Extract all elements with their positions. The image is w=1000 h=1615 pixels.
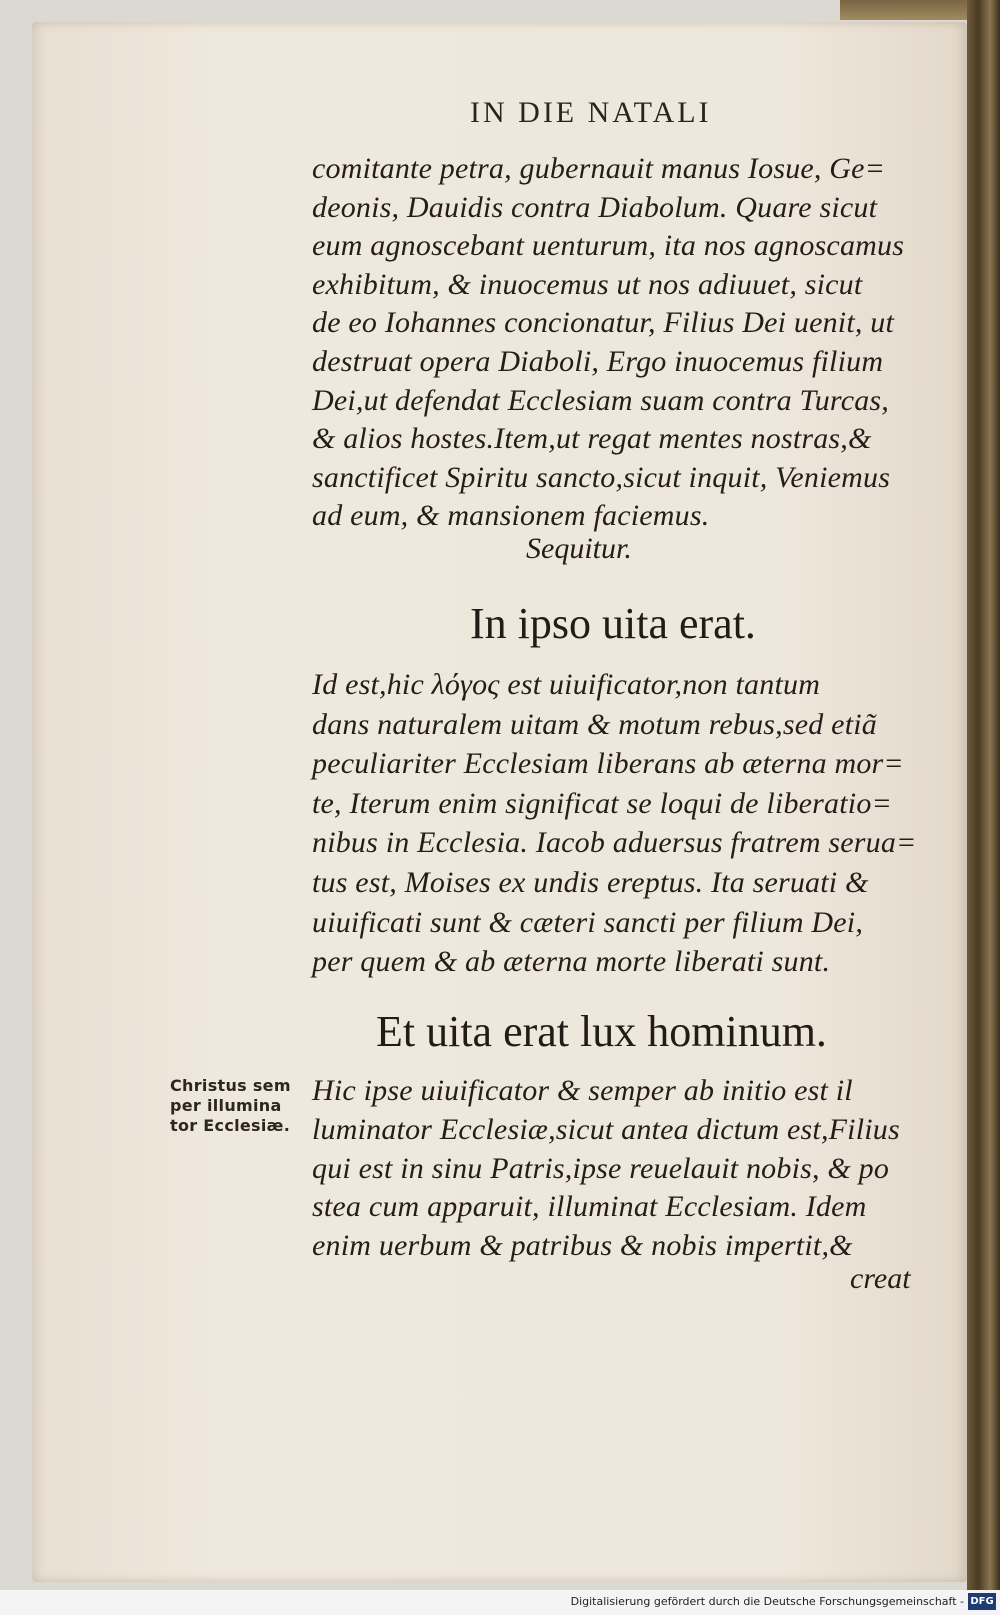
catchword: creat — [850, 1262, 911, 1295]
text-line: eum agnoscebant uenturum, ita nos agnoscamus — [312, 229, 905, 263]
text-block-2 — [312, 665, 932, 982]
section-heading-1: In ipso uita erat. — [470, 599, 756, 648]
book-binding-edge — [967, 0, 1000, 1590]
text-line: de eo Iohannes concionatur, Filius Dei uenit, ut — [312, 306, 895, 340]
text-block-3 — [312, 1072, 932, 1266]
dfg-logo: DFG — [968, 1593, 996, 1610]
section-heading-2: Et uita erat lux hominum. — [376, 1007, 827, 1056]
text-line: sanctificet Spiritu sancto,sicut inquit, Veniemus — [312, 460, 891, 494]
text-line: tus est, Moises ex undis ereptus. Ita seruati & — [312, 865, 869, 899]
text-line: nibus in Ecclesia. Iacob aduersus fratrem serua= — [312, 826, 917, 860]
text-line: stea cum apparuit, illuminat Ecclesiam. Idem — [312, 1190, 867, 1224]
footer-credit: Digitalisierung gefördert durch die Deutsche Forschungsgemeinschaft - — [570, 1595, 964, 1608]
sequitur-line: Sequitur. — [526, 532, 632, 565]
footer-bar — [0, 1590, 1000, 1615]
marginal-note-line: tor Ecclesiæ. — [170, 1116, 291, 1135]
text-line: dans naturalem uitam & motum rebus,sed etiã — [312, 707, 877, 741]
marginal-note-line: Christus sem — [170, 1076, 291, 1095]
text-line: Dei,ut defendat Ecclesiam suam contra Turcas, — [312, 383, 889, 417]
text-line: Id est,hic λόγος est uiuificator,non tantum — [312, 668, 821, 701]
text-line: deonis, Dauidis contra Diabolum. Quare sicut — [312, 190, 878, 224]
text-line: exhibitum, & inuocemus ut nos adiuuet, sicut — [312, 267, 863, 301]
text-line: peculiariter Ecclesiam liberans ab æterna mor= — [312, 747, 904, 781]
text-line: comitante petra, gubernauit manus Iosue, Ge= — [312, 152, 886, 185]
marginal-note — [170, 1076, 310, 1136]
text-line: qui est in sinu Patris,ipse reuelauit nobis, & po — [312, 1151, 890, 1185]
text-line: per quem & ab æterna morte liberati sunt. — [312, 945, 831, 979]
text-line: uiuificati sunt & cæteri sancti per filium Dei, — [312, 905, 864, 939]
marginal-note-line: per illumina — [170, 1096, 282, 1115]
text-line: Hic ipse uiuificator & semper ab initio est il — [312, 1074, 853, 1107]
text-block-1 — [312, 150, 932, 536]
text-line: ad eum, & mansionem faciemus. — [312, 499, 710, 533]
text-line: luminator Ecclesiæ,sicut antea dictum est,Filius — [312, 1112, 900, 1146]
text-line: destruat opera Diaboli, Ergo inuocemus filium — [312, 344, 884, 378]
text-line: te, Iterum enim significat se loqui de liberatio= — [312, 786, 892, 820]
text-line: enim uerbum & patribus & nobis impertit,& — [312, 1229, 853, 1263]
running-head: IN DIE NATALI — [470, 96, 712, 129]
text-line: & alios hostes.Item,ut regat mentes nostras,& — [312, 422, 872, 456]
